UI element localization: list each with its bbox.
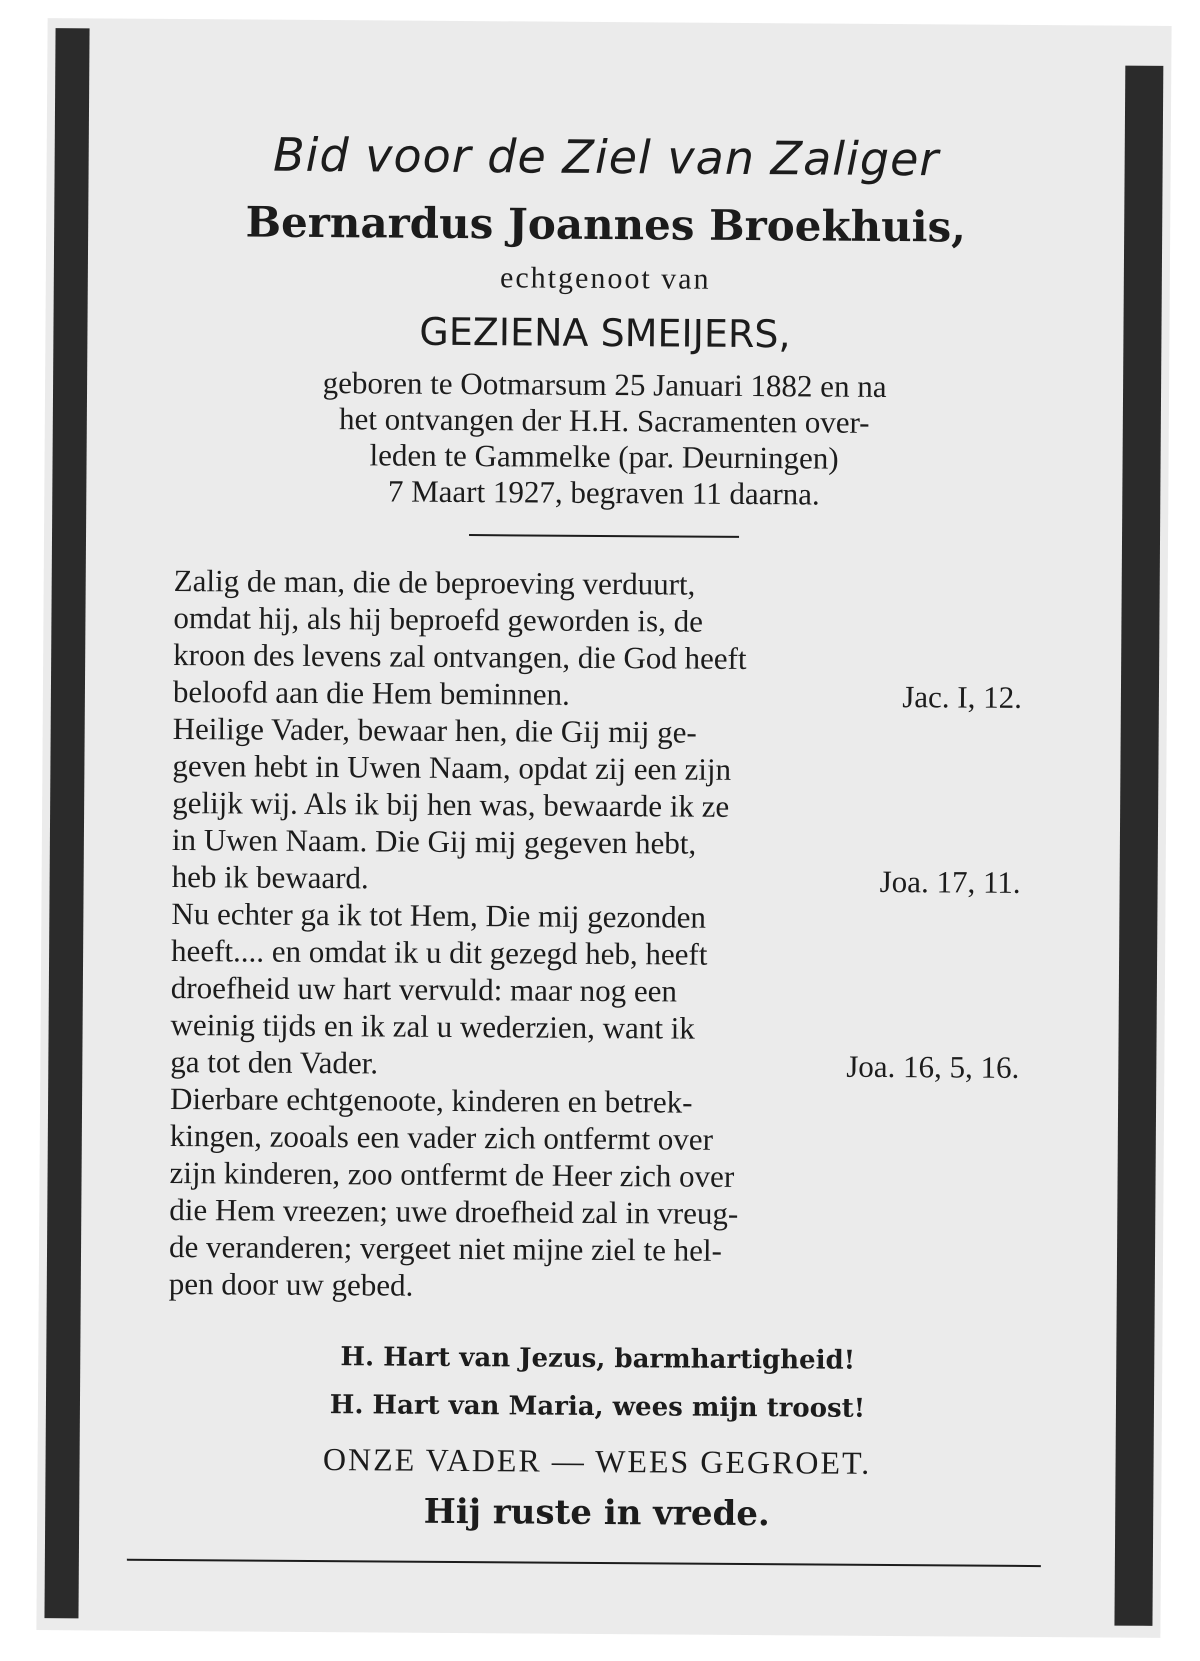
- verse-reference: Jac. I, 12.: [902, 679, 1023, 715]
- verse-line: [173, 710, 1052, 753]
- verse-text: Zalig de man, die de beproeving verduurt,: [173, 562, 696, 602]
- prayer-request: ONZE VADER — WEES GEGROET.: [322, 1441, 872, 1481]
- verse-text: weinig tijds en ik zal u wederzien, want ik: [170, 1006, 695, 1046]
- verse-line: [170, 1043, 1049, 1086]
- verse-line: [172, 784, 1051, 827]
- invocations: [128, 1332, 1068, 1435]
- verse-text: geven hebt in Uwen Naam, opdat zij een zijn: [172, 747, 732, 787]
- verse-line: [171, 969, 1050, 1012]
- card-content: [127, 124, 1076, 1541]
- bio-line: 7 Maart 1927, begraven 11 daarna.: [387, 473, 820, 512]
- invocation-jesus: H. Hart van Jezus, barmhartigheid!: [340, 1342, 856, 1376]
- verse-text: heeft.... en omdat ik u dit gezegd heb, heeft: [171, 932, 708, 972]
- spouse-name: GEZIENA SMEIJERS,: [419, 309, 791, 357]
- verse-text: die Hem vreezen; uwe droefheid zal in vreug-: [169, 1191, 739, 1231]
- verse-text: heb ik bewaard.: [171, 858, 369, 896]
- verse-text: Nu echter ga ik tot Hem, Die mij gezonden: [171, 895, 707, 935]
- verse-text: in Uwen Naam. Die Gij mij gegeven hebt,: [171, 821, 697, 861]
- verse-text: gelijk wij. Als ik bij hen was, bewaarde ik ze: [172, 784, 730, 824]
- verse-line: [169, 1191, 1048, 1234]
- bio-line: geboren te Ootmarsum 25 Januari 1882 en na: [322, 365, 887, 404]
- scripture-verses: [169, 562, 1053, 1308]
- verse-line: [170, 1006, 1049, 1049]
- verse-text: kroon des levens zal ontvangen, die God heeft: [173, 636, 747, 676]
- verse-text: droefheid uw hart vervuld: maar nog een: [170, 969, 678, 1009]
- card-heading: Bid voor de Ziel van Zaliger: [272, 127, 940, 187]
- verse-reference: Joa. 16, 5, 16.: [846, 1048, 1020, 1085]
- divider: [469, 534, 739, 538]
- verse-line: [169, 1154, 1048, 1197]
- verse-line: [171, 932, 1050, 975]
- bio-line: het ontvangen der H.H. Sacramenten over-: [338, 401, 870, 440]
- verse-line: [169, 1265, 1048, 1308]
- verse-text: Heilige Vader, bewaar hen, die Gij mij ge-: [172, 710, 697, 750]
- verse-line: [170, 1080, 1049, 1123]
- verse-text: Dierbare echtgenoote, kinderen en betrek-: [169, 1080, 693, 1120]
- verse-text: omdat hij, als hij beproefd geworden is, de: [173, 599, 704, 639]
- mourning-border-right: [1114, 66, 1163, 1626]
- spouse-label: echtgenoot van: [500, 261, 711, 296]
- verse-line: [172, 858, 1051, 901]
- verse-line: [174, 562, 1053, 605]
- verse-line: [170, 1117, 1049, 1160]
- verse-text: kingen, zooals een vader zich ontfermt over: [169, 1117, 714, 1157]
- bio-line: leden te Gammelke (par. Deurningen): [369, 437, 839, 476]
- biography: [204, 364, 1005, 514]
- verse-text: pen door uw gebed.: [168, 1265, 414, 1303]
- verse-line: [173, 673, 1052, 716]
- mourning-border-left: [44, 28, 89, 1618]
- rest-in-peace: Hij ruste in vrede.: [423, 1491, 770, 1535]
- verse-reference: Joa. 17, 11.: [879, 863, 1021, 900]
- bottom-rule: [127, 1559, 1041, 1567]
- verse-line: [172, 747, 1051, 790]
- memorial-card: [36, 18, 1171, 1638]
- deceased-name: Bernardus Joannes Broekhuis,: [245, 197, 967, 252]
- verse-line: [173, 599, 1052, 642]
- verse-text: beloofd aan die Hem beminnen.: [172, 673, 570, 712]
- verse-line: [169, 1228, 1048, 1271]
- verse-line: [171, 895, 1050, 938]
- invocation-maria: H. Hart van Maria, wees mijn troost!: [329, 1390, 866, 1424]
- verse-text: de veranderen; vergeet niet mijne ziel te hel-: [168, 1228, 723, 1268]
- verse-text: ga tot den Vader.: [170, 1043, 379, 1081]
- verse-line: [173, 636, 1052, 679]
- verse-text: zijn kinderen, zoo ontfermt de Heer zich over: [169, 1154, 735, 1194]
- verse-line: [172, 821, 1051, 864]
